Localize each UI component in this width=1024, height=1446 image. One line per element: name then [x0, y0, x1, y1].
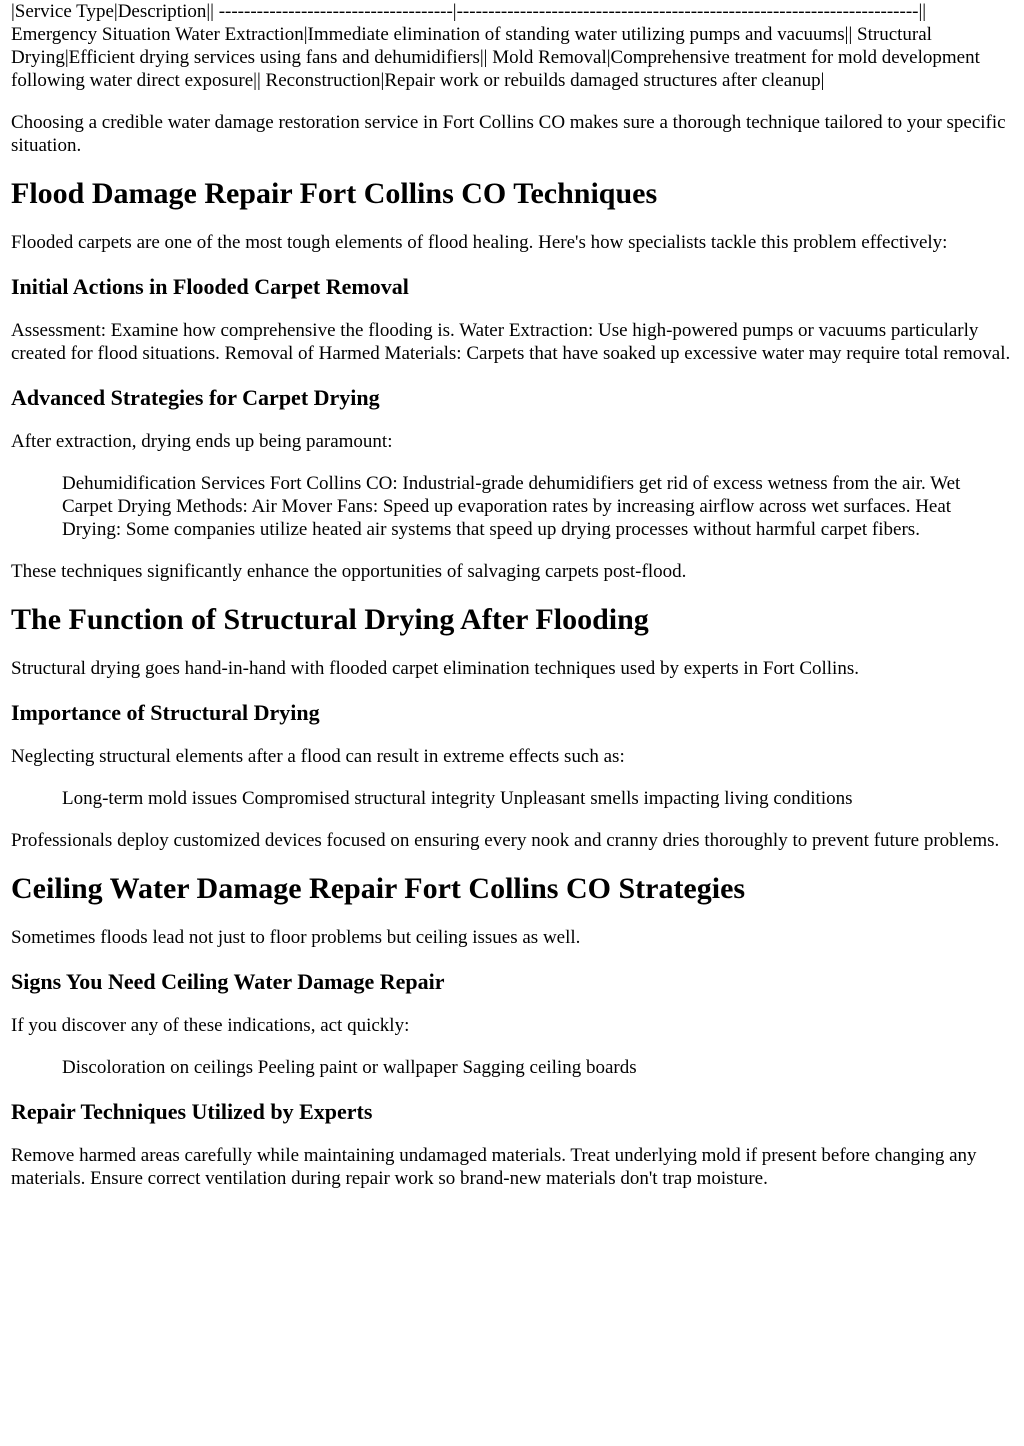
service-table-text: |Service Type|Description|| -------------------------------------|-------------------------------------------------------------------------|| Emergency Situation Water Extraction|Immediate elimination of standing water utilizing pumps and vacuums|| Structural Drying|Efficient drying services using fans and dehumidifiers|| Mold Removal|Comprehensive treatment for mold development following water direct exposure|| Reconstruction|Repair work or rebuilds damaged structures after cleanup| [11, 1, 980, 91]
heading-initial-actions: Initial Actions in Flooded Carpet Removal [11, 274, 409, 299]
paragraph-flooded-carpets: Flooded carpets are one of the most tough elements of flood healing. Here's how specialists tackle this problem effectively: [11, 232, 948, 253]
paragraph-sometimes: Sometimes floods lead not just to floor problems but ceiling issues as well. [11, 927, 581, 948]
paragraph-choosing: Choosing a credible water damage restoration service in Fort Collins CO makes sure a thorough technique tailored to your specific situation. [11, 112, 1006, 156]
heading-structural-drying: The Function of Structural Drying After Flooding [11, 603, 649, 636]
heading-flood-damage: Flood Damage Repair Fort Collins CO Techniques [11, 177, 658, 210]
blockquote-long-term [62, 787, 1013, 810]
heading-signs: Signs You Need Ceiling Water Damage Repair [11, 969, 445, 994]
blockquote-dehumidification-text: Dehumidification Services Fort Collins CO: Industrial-grade dehumidifiers get rid of excess wetness from the air. Wet Carpet Drying Methods: Air Mover Fans: Speed up evaporation rates by increasing airflow across wet surfaces. Heat Drying: Some companies utilize heated air systems that speed up drying processes without harmful carpet fibers. [62, 473, 961, 540]
paragraph-assessment: Assessment: Examine how comprehensive the flooding is. Water Extraction: Use high-powered pumps or vacuums particularly created for flood situations. Removal of Harmed Materials: Carpets that have soaked up excessive water may require total removal. [11, 320, 1011, 364]
blockquote-long-term-text: Long-term mold issues Compromised structural integrity Unpleasant smells impacting living conditions [62, 788, 853, 809]
blockquote-dehumidification [62, 472, 1013, 541]
paragraph-if-discover: If you discover any of these indications, act quickly: [11, 1015, 410, 1036]
blockquote-discoloration [62, 1056, 1013, 1079]
paragraph-after-extraction: After extraction, drying ends up being paramount: [11, 431, 393, 452]
heading-advanced-strategies: Advanced Strategies for Carpet Drying [11, 385, 380, 410]
heading-repair-techniques: Repair Techniques Utilized by Experts [11, 1099, 373, 1124]
paragraph-remove: Remove harmed areas carefully while maintaining undamaged materials. Treat underlying mold if present before changing any materials. Ensure correct ventilation during repair work so brand-new materials don't trap moisture. [11, 1145, 977, 1189]
paragraph-structural: Structural drying goes hand-in-hand with flooded carpet elimination techniques used by experts in Fort Collins. [11, 658, 859, 679]
paragraph-neglecting: Neglecting structural elements after a flood can result in extreme effects such as: [11, 746, 625, 767]
paragraph-techniques: These techniques significantly enhance the opportunities of salvaging carpets post-flood. [11, 561, 687, 582]
heading-ceiling-repair: Ceiling Water Damage Repair Fort Collins CO Strategies [11, 872, 746, 905]
heading-importance: Importance of Structural Drying [11, 700, 320, 725]
blockquote-discoloration-text: Discoloration on ceilings Peeling paint or wallpaper Sagging ceiling boards [62, 1057, 637, 1078]
paragraph-professionals: Professionals deploy customized devices focused on ensuring every nook and cranny dries thoroughly to prevent future problems. [11, 830, 1000, 851]
